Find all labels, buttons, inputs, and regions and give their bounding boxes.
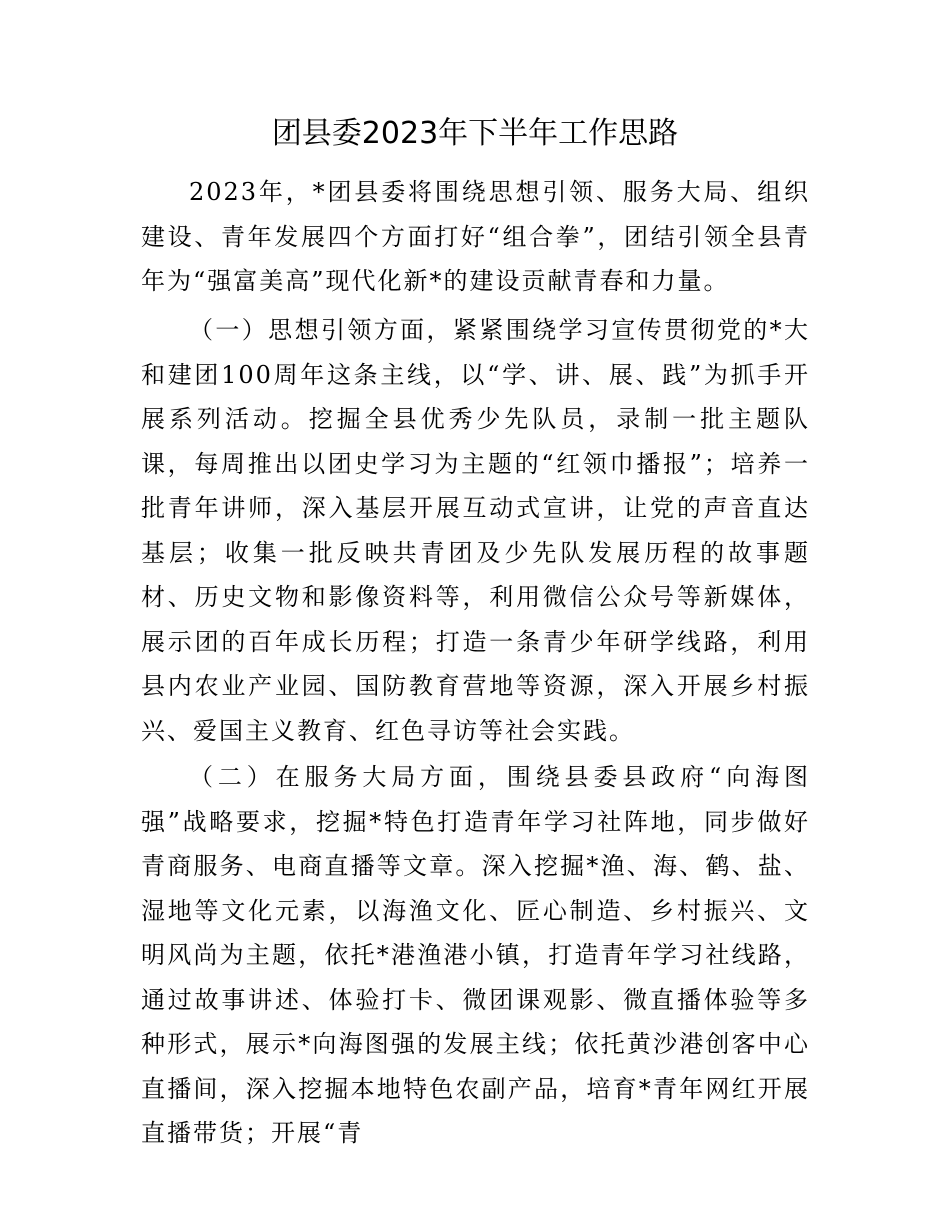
- document-title: 团县委2023年下半年工作思路: [271, 116, 679, 151]
- intro-paragraph: 2023年，*团县委将围绕思想引领、服务大局、组织建设、青年发展四个方面打好“组合拳”，团结引领全县青年为“强富美高”现代化新*的建设贡献青春和力量。: [141, 178, 810, 295]
- section-two-paragraph: （二）在服务大局方面，围绕县委县政府“向海图强”战略要求，挖掘*特色打造青年学习社阵地，同步做好青商服务、电商直播等文章。深入挖掘*渔、海、鹤、盐、湿地等文化元素，以海渔文化、匠心制造、乡村振兴、文明风尚为主题，依托*港渔港小镇，打造青年学习社线路，通过故事讲述、体验打卡、微团课观影、微直播体验等多种形式，展示*向海图强的发展主线；依托黄沙港创客中心直播间，深入挖掘本地特色农副产品，培育*青年网红开展直播带货；开展“青: [141, 763, 810, 1147]
- section-one-paragraph: （一）思想引领方面，紧紧围绕学习宣传贯彻党的*大和建团100周年这条主线，以“学、讲、展、践”为抓手开展系列活动。挖掘全县优秀少先队员，录制一批主题队课，每周推出以团史学习为主题的“红领巾播报”；培养一批青年讲师，深入基层开展互动式宣讲，让党的声音直达基层；收集一批反映共青团及少先队发展历程的故事题材、历史文物和影像资料等，利用微信公众号等新媒体，展示团的百年成长历程；打造一条青少年研学线路，利用县内农业产业园、国防教育营地等资源，深入开展乡村振兴、爱国主义教育、红色寻访等社会实践。: [141, 316, 810, 745]
